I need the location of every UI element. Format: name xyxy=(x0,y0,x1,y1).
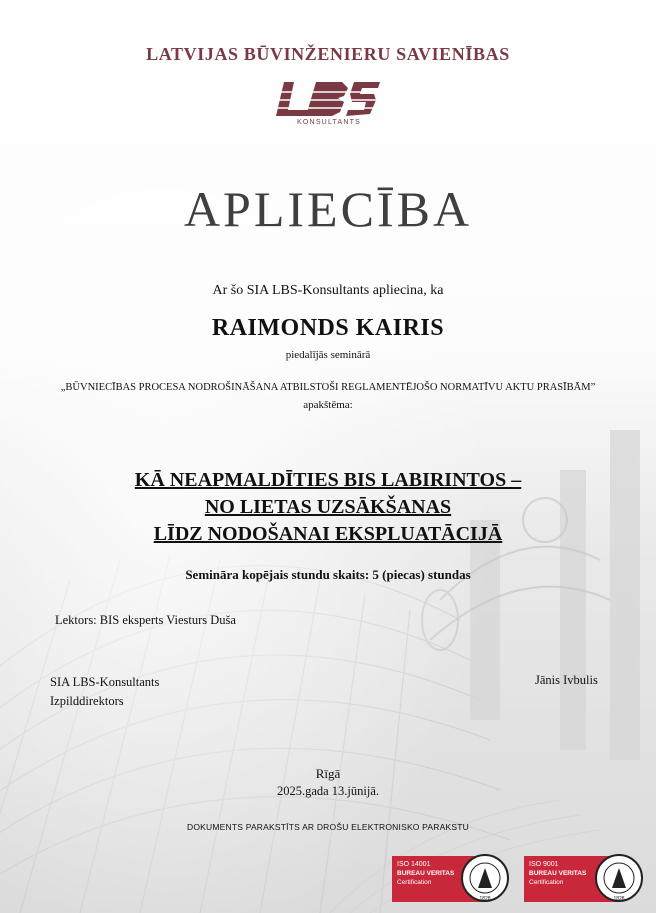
svg-text:1828: 1828 xyxy=(613,896,625,902)
signatory-name: Jānis Ivbulis xyxy=(535,673,598,687)
lector: Lektors: BIS eksperts Viesturs Duša xyxy=(55,613,236,627)
signatory-company xyxy=(50,673,159,711)
subtopic-line: KĀ NEAPMALDĪTIES BIS LABIRINTOS – xyxy=(134,469,522,491)
company-name: SIA LBS-Konsultants xyxy=(50,675,160,689)
participated-text: piedalījās seminārā xyxy=(285,349,371,361)
svg-text:1828: 1828 xyxy=(479,896,491,902)
signatory-position: Izpilddirektors xyxy=(50,694,124,708)
subtopic-label: apakštēma: xyxy=(303,399,353,411)
organization-name: LATVIJAS BŪVINŽENIERU SAVIENĪBAS xyxy=(146,44,510,64)
iso-9001-badge: ISO 9001 BUREAU VERITAS Certification xyxy=(524,856,619,902)
svg-text:KONSULTANTS: KONSULTANTS xyxy=(297,119,361,126)
esignature-note: DOKUMENTS PARAKSTĪTS AR DROŠU ELEKTRONISKO PARAKSTU xyxy=(187,822,469,832)
bureau-veritas-seal-icon xyxy=(460,852,510,904)
issue-city: Rīgā xyxy=(315,766,341,781)
iso-14001-badge: ISO 14001 BUREAU VERITAS Certification xyxy=(392,856,487,902)
certificate-title: APLIECĪBA xyxy=(183,181,473,237)
issue-date: 2025.gada 13.jūnijā. xyxy=(276,784,380,798)
subtopic-line: LĪDZ NODOŠANAI EKSPLUATĀCIJĀ xyxy=(153,523,503,545)
intro-text: Ar šo SIA LBS-Konsultants apliecina, ka xyxy=(212,283,444,298)
subtopic-line: NO LIETAS UZSĀKŠANAS xyxy=(204,496,452,518)
subtopic-title xyxy=(0,467,656,548)
total-hours: Semināra kopējais stundu skaits: 5 (piecas) stundas xyxy=(185,567,471,582)
lbs-konsultants-logo xyxy=(276,80,382,126)
bureau-veritas-seal-icon xyxy=(594,852,644,904)
seminar-title: „BŪVNIECĪBAS PROCESA NODROŠINĀŠANA ATBILSTOŠI REGLAMENTĒJOŠO NORMATĪVU AKTU PRASĪBĀM” xyxy=(60,382,596,393)
recipient-name: RAIMONDS KAIRIS xyxy=(211,315,445,341)
